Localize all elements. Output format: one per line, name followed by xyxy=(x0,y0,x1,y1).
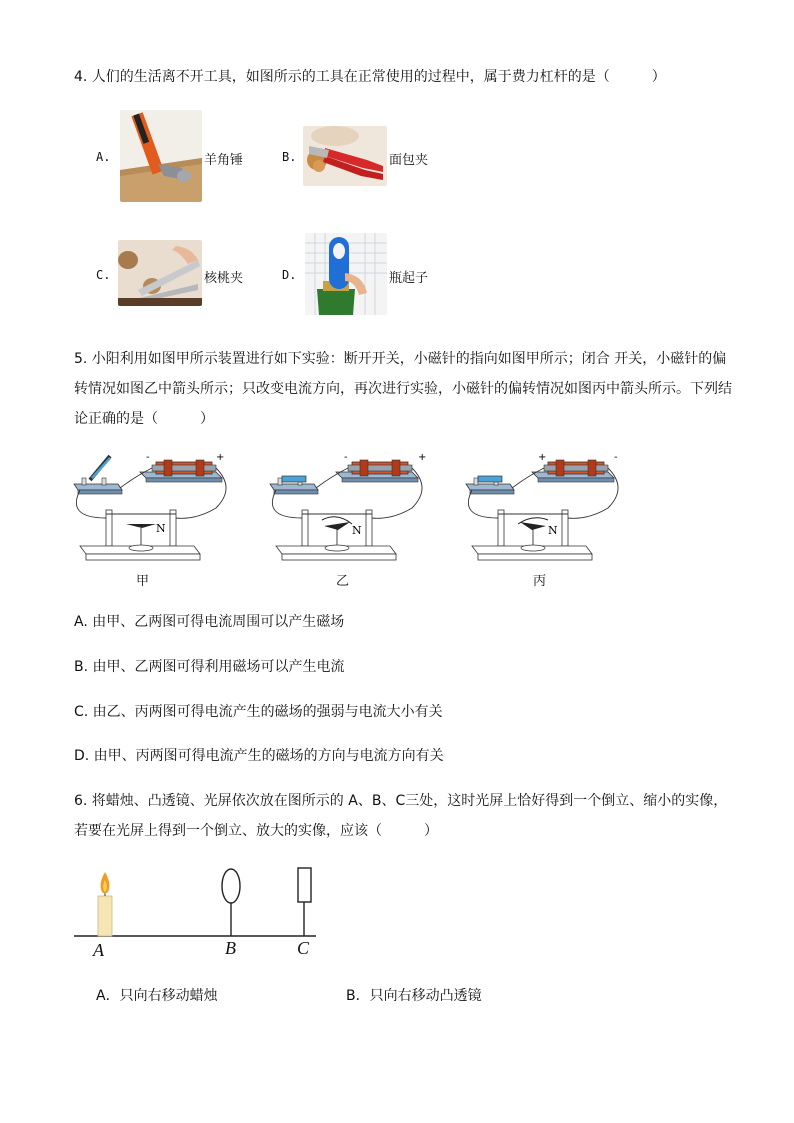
fig5-minus-1: - xyxy=(146,452,150,463)
q4-option-c-label: 核桃夹 xyxy=(204,271,244,286)
point-label-b: B xyxy=(225,938,236,958)
q5-option-c: C. 由乙、丙两图可得电流产生的磁场的强弱与电流大小有关 xyxy=(74,704,443,720)
fig5-minus-3: - xyxy=(614,452,618,463)
fig5-caption-jia: 甲 xyxy=(136,574,150,589)
bread-tongs-image xyxy=(303,126,387,186)
fig5-plus-3: + xyxy=(538,452,547,463)
fig5-caption-bing: 丙 xyxy=(533,574,547,589)
q5-option-a: A. 由甲、乙两图可得电流周围可以产生磁场 xyxy=(74,614,345,630)
q4-option-b-label: 面包夹 xyxy=(389,153,429,168)
point-label-c: C xyxy=(297,938,310,958)
fig5-plus-2: + xyxy=(418,452,427,463)
fig5-minus-2: - xyxy=(344,452,348,463)
q6-question: 6. 将蜡烛、凸透镜、光屏依次放在图所示的 A、B、C三处，这时光屏上恰好得到一个倒立、缩小的实像，若要在光屏上得到一个倒立、放大的实像，应该（ ） xyxy=(74,793,728,839)
bottle-opener-image xyxy=(305,233,387,315)
q5-option-d: D. 由甲、丙两图可得电流产生的磁场的方向与电流方向有关 xyxy=(74,748,444,764)
fig5-north-3: N xyxy=(548,524,558,537)
claw-hammer-image xyxy=(120,110,202,202)
fig5-north-2: N xyxy=(352,524,362,537)
optical-bench-figure xyxy=(70,866,330,960)
q6-option-a: A．只向右移动蜡烛 xyxy=(96,988,218,1004)
q4-option-a-letter: A. xyxy=(96,150,111,164)
q4-option-a-label: 羊角锤 xyxy=(204,153,244,168)
q6-option-b: B．只向右移动凸透镜 xyxy=(346,988,482,1004)
q5-option-b: B. 由甲、乙两图可得利用磁场可以产生电流 xyxy=(74,659,345,675)
q5-question: 5. 小阳利用如图甲所示装置进行如下实验：断开开关，小磁针的指向如图甲所示；闭合 开关，小磁针的偏转情况如图乙中箭头所示；只改变电流方向，再次进行实验，小磁针的偏转情况如图丙中箭头所示。下列结论正确的是（ ） xyxy=(74,351,732,427)
q4-option-c-letter: C. xyxy=(96,268,111,282)
nutcracker-image xyxy=(118,240,202,306)
fig5-plus-1: + xyxy=(216,452,225,463)
fig5-north-1: N xyxy=(156,522,166,535)
fig5-caption-yi: 乙 xyxy=(336,574,350,589)
point-label-a: A xyxy=(93,940,104,960)
q4-option-b-letter: B. xyxy=(282,150,297,164)
q4-question: 4. 人们的生活离不开工具，如图所示的工具在正常使用的过程中，属于费力杠杆的是（ ） xyxy=(74,69,666,85)
q4-option-d-label: 瓶起子 xyxy=(389,271,429,286)
electromagnet-experiment-figure xyxy=(66,448,646,568)
q4-option-d-letter: D. xyxy=(282,268,297,282)
